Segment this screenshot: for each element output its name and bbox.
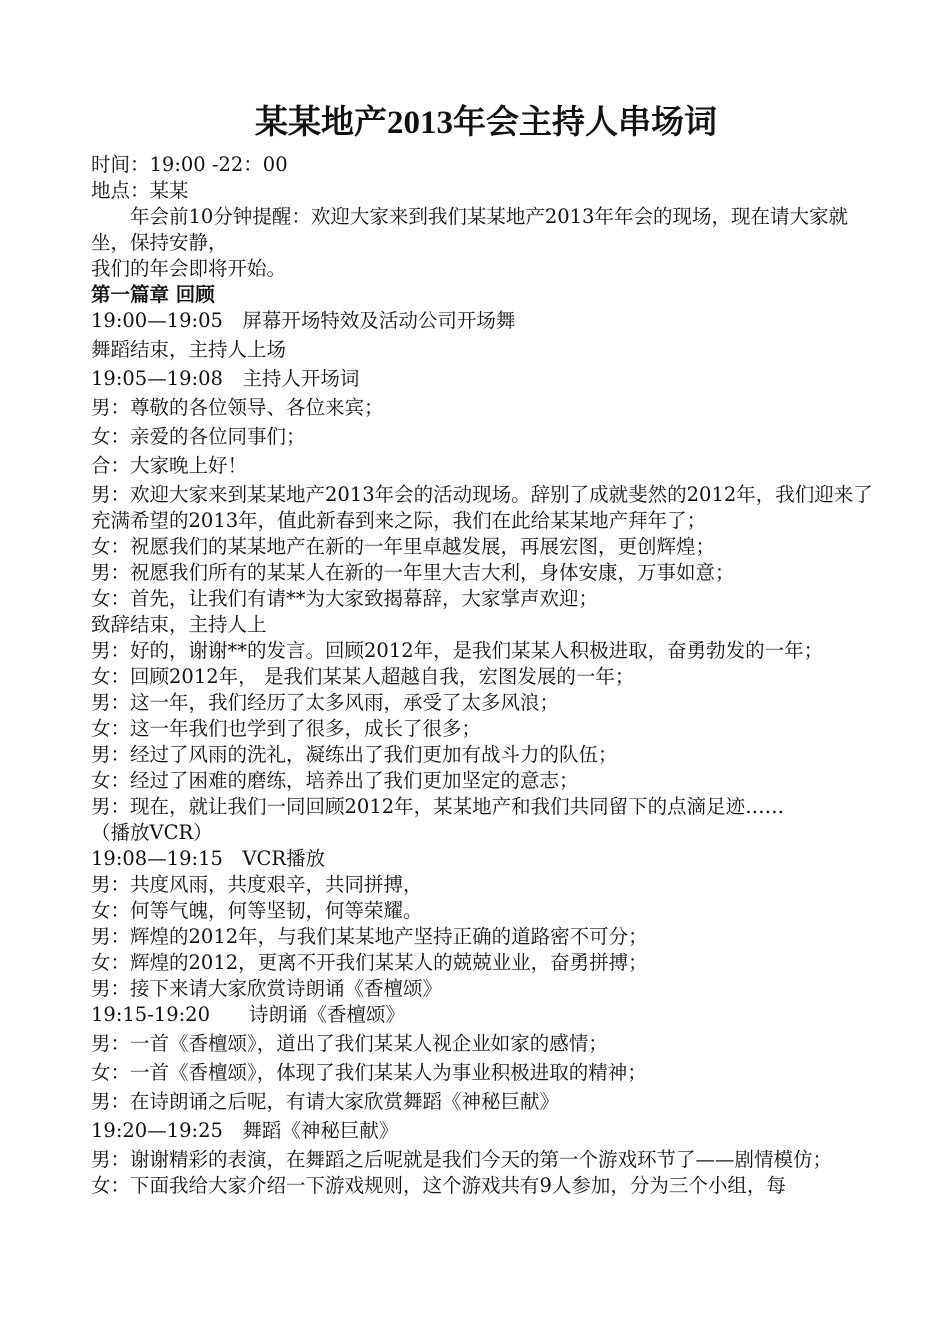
chapter-heading: 第一篇章 回顾: [91, 283, 215, 306]
script-line: 女：一首《香檀颂》，体现了我们某某人为事业积极进取的精神；: [91, 1061, 647, 1084]
script-line: 男：这一年，我们经历了太多风雨，承受了太多风浪；: [91, 691, 560, 714]
script-line: 男：好的，谢谢**的发言。回顾2012年，是我们某某人积极进取，奋勇勃发的一年；: [91, 639, 824, 662]
script-line: 男：接下来请大家欣赏诗朗诵《香檀颂》: [91, 977, 443, 1000]
script-line: 女：经过了困难的磨练，培养出了我们更加坚定的意志；: [91, 769, 579, 792]
script-line: 男：现在，就让我们一同回顾2012年，某某地产和我们共同留下的点滴足迹……: [91, 795, 785, 818]
script-line: 男：尊敬的各位领导、各位来宾；: [91, 396, 384, 419]
script-line: 女：何等气魄，何等坚韧，何等荣耀。: [91, 899, 423, 922]
script-line: 女：祝愿我们的某某地产在新的一年里卓越发展，再展宏图，更创辉煌；: [91, 535, 716, 558]
script-line: 男：辉煌的2012年，与我们某某地产坚持正确的道路密不可分；: [91, 925, 648, 948]
schedule-item: 19:20—19:25 舞蹈《神秘巨献》: [91, 1119, 399, 1142]
script-line: 女：亲爱的各位同事们；: [91, 425, 306, 448]
schedule-item: 19:00—19:05 屏幕开场特效及活动公司开场舞: [91, 309, 516, 332]
script-line: 男：一首《香檀颂》，道出了我们某某人视企业如家的感情；: [91, 1032, 608, 1055]
script-line: 女：首先，让我们有请**为大家致揭幕辞，大家掌声欢迎；: [91, 587, 599, 610]
location-line: 地点：某某: [91, 179, 189, 202]
schedule-item: 19:08—19:15 VCR播放: [91, 847, 326, 870]
script-paragraph: 男：欢迎大家来到某某地产2013年会的活动现场。辞别了成就斐然的2012年，我们迎来了充满希望的2013年，值此新春到来之际，我们在此给某某地产拜年了；: [91, 483, 873, 532]
time-line: 时间：19:00 -22：00: [91, 153, 288, 176]
script-line: 女：下面我给大家介绍一下游戏规则，这个游戏共有9人参加，分为三个小组，每: [91, 1174, 786, 1197]
script-line: 男：在诗朗诵之后呢，有请大家欣赏舞蹈《神秘巨献》: [91, 1090, 560, 1113]
document-page: [91, 100, 881, 1199]
reminder-paragraph: 年会前10分钟提醒：欢迎大家来到我们某某地产2013年年会的现场，现在请大家就坐，保持安静，: [91, 205, 848, 254]
script-line: 男：祝愿我们所有的某某人在新的一年里大吉大利，身体安康，万事如意；: [91, 561, 735, 584]
script-paragraph: 男：谢谢精彩的表演，在舞蹈之后呢就是我们今天的第一个游戏环节了——剧情模仿；: [91, 1148, 833, 1171]
schedule-item: 19:05—19:08 主持人开场词: [91, 367, 360, 390]
script-line: 男：经过了风雨的洗礼，凝练出了我们更加有战斗力的队伍；: [91, 743, 618, 766]
script-line: 女：辉煌的2012，更离不开我们某某人的兢兢业业，奋勇拼搏；: [91, 951, 648, 974]
stage-direction: 舞蹈结束，主持人上场: [91, 338, 287, 361]
document-title: 某某地产2013年会主持人串场词: [255, 105, 717, 141]
reminder-continuation: 我们的年会即将开始。: [91, 257, 287, 280]
schedule-item: 19:15-19:20 诗朗诵《香檀颂》: [91, 1003, 405, 1026]
script-line: 女：这一年我们也学到了很多，成长了很多；: [91, 717, 482, 740]
script-line: 合：大家晚上好！: [91, 454, 248, 477]
stage-direction: （播放VCR）: [91, 821, 213, 844]
script-line: 女：回顾2012年， 是我们某某人超越自我，宏图发展的一年；: [91, 665, 635, 688]
script-line: 男：共度风雨，共度艰辛，共同拼搏，: [91, 873, 423, 896]
stage-direction: 致辞结束，主持人上: [91, 613, 267, 636]
